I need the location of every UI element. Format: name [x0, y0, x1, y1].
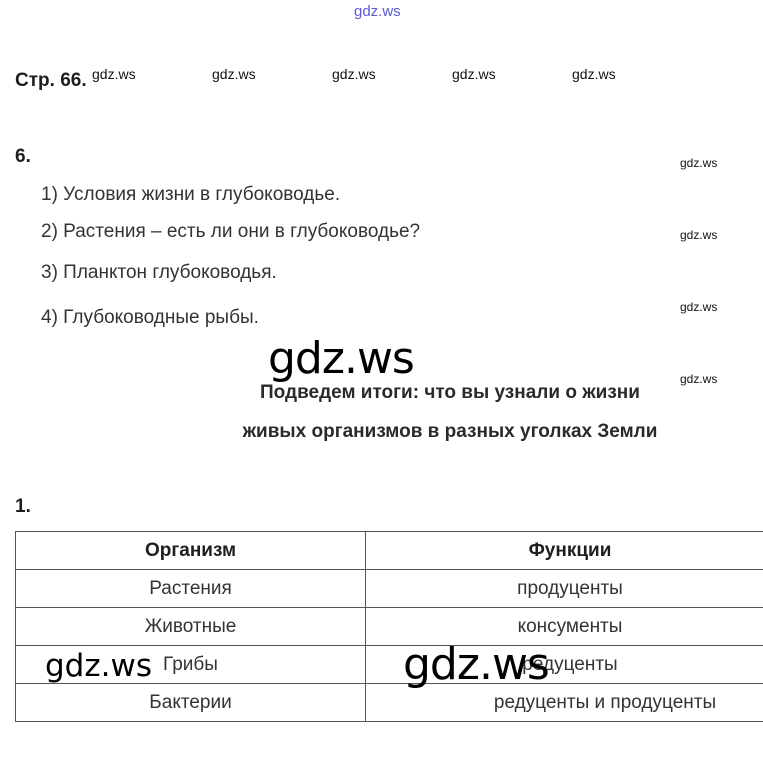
table-row	[16, 608, 763, 646]
list-item: 4) Глубоководные рыбы.	[41, 307, 259, 328]
watermark-large: gdz.ws	[268, 333, 414, 384]
column-header-functions: Функции	[366, 532, 763, 570]
function-cell: редуценты	[366, 646, 763, 684]
function-cell: редуценты и продуценты	[366, 684, 763, 722]
list-item: 3) Планктон глубоководья.	[41, 262, 277, 283]
watermark-overlay-left: gdz.ws	[45, 648, 152, 684]
organism-functions-table	[15, 531, 763, 722]
watermark: gdz.ws	[680, 372, 718, 386]
column-header-organism: Организм	[16, 532, 366, 570]
watermark-overlay-center: gdz.ws	[403, 639, 549, 690]
table-header-row	[16, 532, 763, 570]
watermark: gdz.ws	[572, 66, 616, 82]
organism-cell: Животные	[16, 608, 366, 646]
section-1-number: 1.	[15, 496, 31, 517]
summary-heading-line-1: Подведем итоги: что вы узнали о жизни	[260, 382, 640, 403]
organism-cell: Растения	[16, 570, 366, 608]
watermark: gdz.ws	[92, 66, 136, 82]
page-label: Стр. 66.	[15, 70, 87, 91]
organism-cell: Бактерии	[16, 684, 366, 722]
table-row	[16, 684, 763, 722]
watermark-top: gdz.ws	[354, 3, 401, 20]
watermark: gdz.ws	[452, 66, 496, 82]
watermark: gdz.ws	[680, 156, 718, 170]
summary-heading-line-2: живых организмов в разных уголках Земли	[242, 421, 658, 442]
list-item: 1) Условия жизни в глубоководье.	[41, 184, 341, 205]
watermark: gdz.ws	[212, 66, 256, 82]
table-row	[16, 570, 763, 608]
watermark: gdz.ws	[332, 66, 376, 82]
function-cell: консументы	[366, 608, 763, 646]
list-item: 2) Растения – есть ли они в глубоководье?	[41, 221, 421, 242]
function-cell: продуценты	[366, 570, 763, 608]
watermark: gdz.ws	[680, 300, 718, 314]
watermark: gdz.ws	[680, 228, 718, 242]
organism-cell: Грибы	[16, 646, 366, 684]
section-6-number: 6.	[15, 146, 31, 167]
